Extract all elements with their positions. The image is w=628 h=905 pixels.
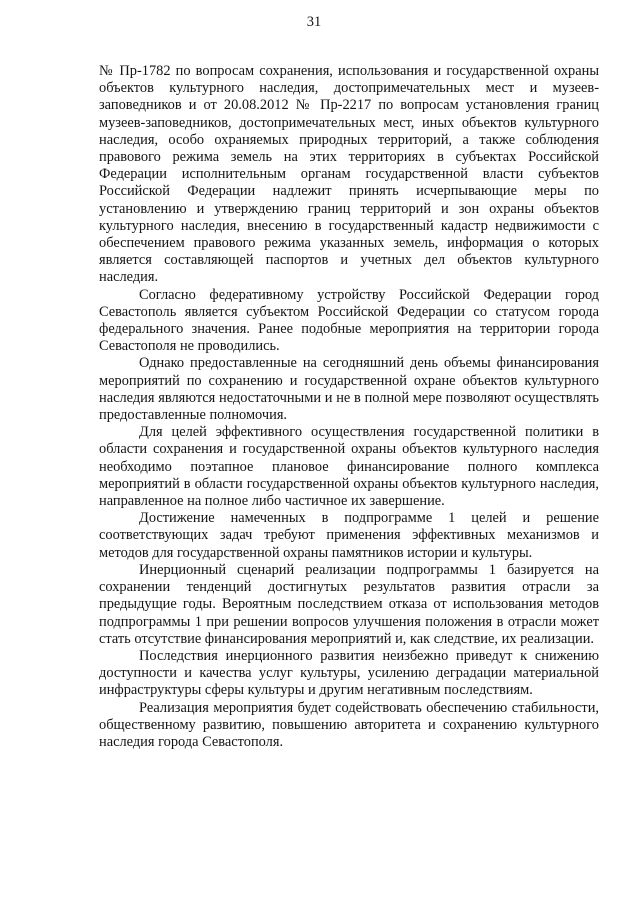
paragraph-continuation: № Пр-1782 по вопросам сохранения, использования и государственной охраны объектов культурного наследия, достопримечательных мест и музеев-заповедников и от 20.08.2012 № Пр-2217 по вопросам установления границ музеев-заповедников, достопримечательных мест, иных объектов культурного наследия, особо охраняемых природных территорий, а также соблюдения правового режима земель на этих территориях в субъектах Российской Федерации исполнительным органам государственной власти субъектов Российской Федерации надлежит принять исчерпывающие меры по установлению и утверждению границ территорий и зон охраны объектов культурного наследия, внесению в государственный кадастр недвижимости с обеспечением правового режима указанных земель, информация о которых является составляющей паспортов и учетных дел объектов культурного наследия. <box>99 63 599 286</box>
paragraph-goals-achievement: Достижение намеченных в подпрограмме 1 целей и решение соответствующих задач требуют применения эффективных механизмов и методов для государственной охраны памятников истории и культуры. <box>99 510 599 561</box>
paragraph-implementation: Реализация мероприятия будет содействовать обеспечению стабильности, общественному развитию, повышению авторитета и сохранению культурного наследия города Севастополя. <box>99 699 599 750</box>
paragraph-inertial-consequences: Последствия инерционного развития неизбежно приведут к снижению доступности и качества услуг культуры, усилению деградации материальной инфраструктуры сферы культуры и другим негативным последствиям. <box>99 647 599 699</box>
page-number: 31 <box>306 14 322 30</box>
paragraph-financing-insufficient: Однако предоставленные на сегодняшний день объемы финансирования мероприятий по сохранению и государственной охране объектов культурного наследия являются недостаточными и не в полной мере позволяют осуществлять предоставленные полномочия. <box>99 355 599 424</box>
paragraph-sevastopol-status: Согласно федеративному устройству Российской Федерации город Севастополь является субъектом Российской Федерации со статусом города федерального значения. Ранее подобные мероприятия на территории города Севастополя не проводились. <box>99 286 599 355</box>
paragraph-inertial-scenario: Инерционный сценарий реализации подпрограммы 1 базируется на сохранении тенденций достигнутых результатов развития отрасли за предыдущие годы. Вероятным последствием отказа от использования методов подпрограммы 1 при решении вопросов улучшения положения в отрасли может стать отсутствие финансирования мероприятий и, как следствие, их реализации. <box>99 561 599 647</box>
paragraph-state-policy: Для целей эффективного осуществления государственной политики в области сохранения и государственной охраны объектов культурного наследия необходимо поэтапное плановое финансирование полного комплекса мероприятий в области государственной охраны объектов культурного наследия, направленное на полное либо частичное их завершение. <box>99 424 599 510</box>
document-body <box>99 63 599 751</box>
